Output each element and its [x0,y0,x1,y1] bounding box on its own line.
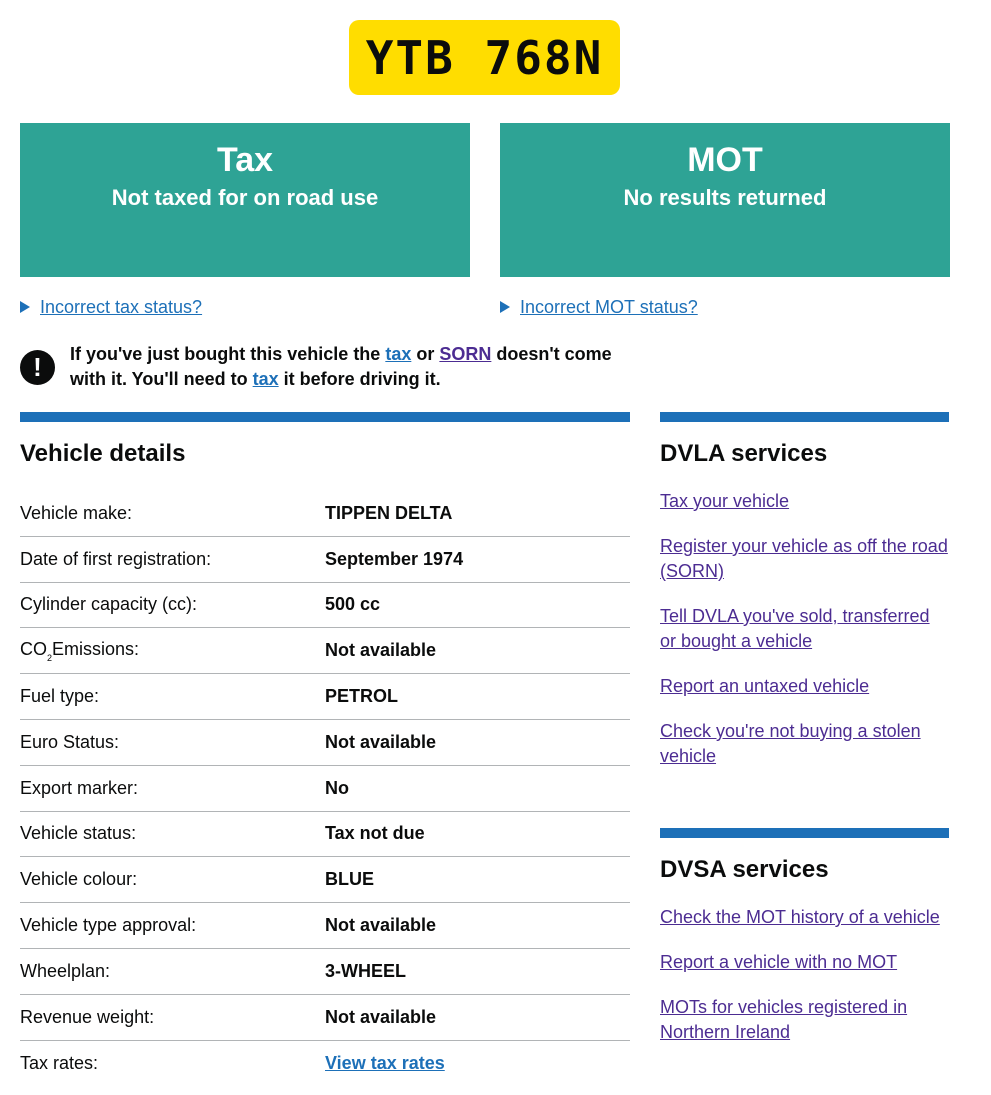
incorrect-mot-toggle[interactable] [500,296,698,318]
table-row [20,995,630,1041]
table-row [20,491,630,537]
table-row [20,1041,630,1087]
list-item [660,489,950,514]
row-value: Tax not due [325,823,425,844]
row-value: 500 cc [325,594,381,615]
incorrect-mot-link[interactable]: Incorrect MOT status? [520,297,698,317]
table-row [20,766,630,812]
table-row [20,903,630,949]
warning-text-part: If you've just bought this vehicle the [70,344,386,364]
check-stolen-link[interactable]: Check you're not buying a stolen vehicle [660,721,921,766]
row-label: Date of first registration: [20,548,212,569]
list-item [660,534,950,584]
mot-title: MOT [687,141,763,179]
dvsa-services-heading: DVSA services [660,856,829,883]
warning-text-part: or [411,344,440,364]
tax-link[interactable]: tax [385,344,412,364]
row-label: Vehicle make: [20,502,133,523]
row-label [20,639,325,663]
row-label: Euro Status: [20,731,120,752]
row-value: September 1974 [325,548,464,569]
row-label: Revenue weight: [20,1006,155,1027]
section-rule [20,412,630,422]
label-co: CO [20,638,47,659]
row-label: Tax rates: [20,1052,99,1073]
report-no-mot-link[interactable]: Report a vehicle with no MOT [660,952,898,972]
dvsa-services-list [660,905,950,1065]
list-item [660,719,950,769]
row-value: Not available [325,731,437,752]
sorn-link[interactable]: SORN [439,344,492,364]
mot-status-panel [500,123,950,277]
tell-dvla-sold-link[interactable]: Tell DVLA you've sold, transferred or bought a vehicle [660,606,930,651]
warning-text [70,342,620,392]
row-value: BLUE [325,869,374,890]
row-value: Not available [325,640,437,661]
section-rule [660,412,949,422]
label-emissions: Emissions: [52,638,140,659]
list-item [660,905,950,930]
row-label: Cylinder capacity (cc): [20,594,198,615]
list-item [660,604,950,654]
tax-title: Tax [216,141,274,179]
list-item [660,674,950,699]
triangle-right-icon [20,301,30,313]
row-value: PETROL [325,686,399,707]
row-value: No [325,777,349,798]
table-row [20,857,630,903]
dvla-services-heading: DVLA services [660,440,828,467]
table-row [20,812,630,858]
row-value: 3-WHEEL [325,960,406,981]
table-row [20,628,630,674]
section-rule [660,828,949,838]
register-sorn-link[interactable]: Register your vehicle as off the road (SORN) [660,536,948,581]
incorrect-tax-toggle[interactable] [20,296,202,318]
mots-northern-ireland-link[interactable]: MOTs for vehicles registered in Northern Ireland [660,997,908,1042]
row-label: Wheelplan: [20,960,111,981]
registration-plate: YTB 768N [349,20,620,95]
tax-your-vehicle-link[interactable]: Tax your vehicle [660,491,790,511]
tax-status: Not taxed for on road use [111,185,379,210]
dvla-services-list [660,489,950,789]
table-row [20,720,630,766]
row-label: Export marker: [20,777,139,798]
list-item [660,995,950,1045]
view-tax-rates-link[interactable]: View tax rates [325,1052,445,1073]
warning-text-part: it before driving it. [278,369,441,389]
table-row [20,674,630,720]
row-value: Not available [325,915,437,936]
table-row [20,537,630,583]
report-untaxed-link[interactable]: Report an untaxed vehicle [660,676,870,696]
row-label: Vehicle colour: [20,869,138,890]
mot-history-link[interactable]: Check the MOT history of a vehicle [660,907,940,927]
mot-status: No results returned [623,185,827,210]
exclamation-icon: ! [20,350,55,385]
row-label: Vehicle type approval: [20,915,197,936]
row-label: Vehicle status: [20,823,137,844]
row-label: Fuel type: [20,686,100,707]
warning-text-part: doesn't come with it. You'll need to [70,344,612,389]
label-subscript: 2 [47,652,53,663]
vehicle-details-heading: Vehicle details [20,440,186,467]
table-row [20,583,630,629]
table-row [20,949,630,995]
vehicle-details-table [20,491,630,1086]
warning-notice [20,342,620,392]
tax-link-2[interactable]: tax [252,369,279,389]
incorrect-tax-link[interactable]: Incorrect tax status? [40,297,203,317]
tax-status-panel [20,123,470,277]
triangle-right-icon [500,301,510,313]
list-item [660,950,950,975]
row-value: Not available [325,1006,437,1027]
row-value: TIPPEN DELTA [325,502,453,523]
